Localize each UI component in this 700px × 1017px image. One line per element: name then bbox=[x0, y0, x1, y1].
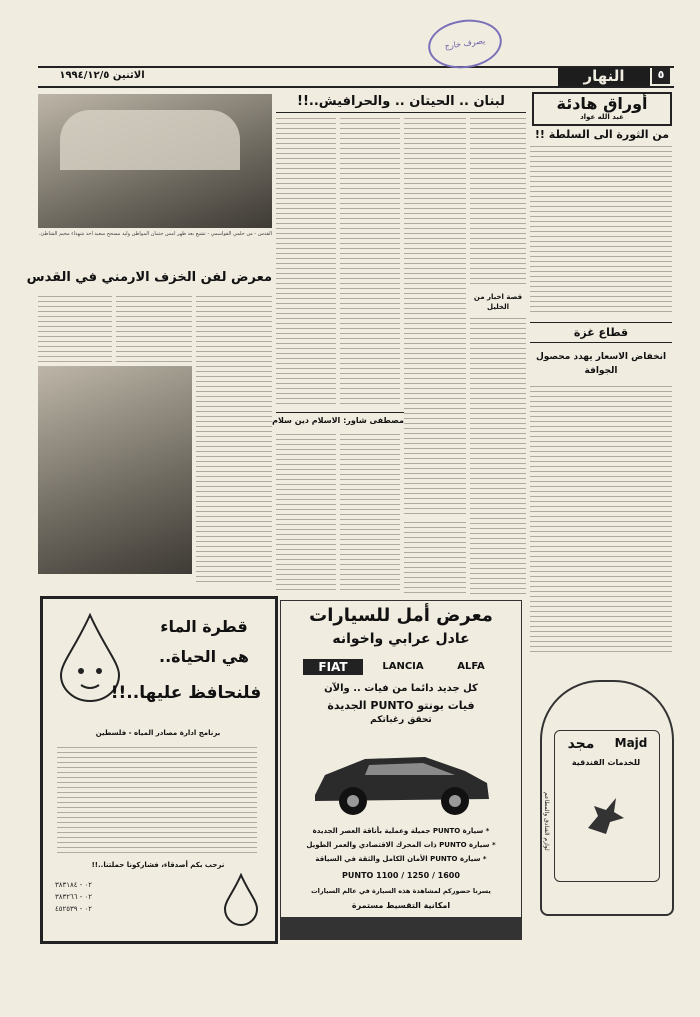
shawr-col-1 bbox=[340, 434, 400, 594]
exhibition-col-3 bbox=[38, 296, 112, 362]
lebanon-col-2 bbox=[404, 118, 466, 518]
water-phone-2: ٠٢ - ٣٨٣٢٦٦ bbox=[55, 893, 93, 901]
awraq-headline: من الثورة الى السلطة !! bbox=[534, 128, 670, 141]
shawr-headline: مصطفى شاور: الاسلام دين سلام bbox=[272, 416, 404, 425]
car-cta: يسرنا حضوركم لمشاهدة هذه السيارة في عالم السيارات bbox=[311, 887, 491, 895]
shawr-col-3 bbox=[404, 522, 466, 594]
gaza-section-label: قطاع غزة bbox=[573, 326, 629, 339]
water-line-2: هي الحياة.. bbox=[158, 647, 249, 666]
water-phone-3: ٠٢ - ٤٥٢٥٣٩ bbox=[55, 905, 93, 913]
masthead bbox=[38, 62, 674, 90]
hebron-headline: قصة اخبار من الخليل bbox=[473, 293, 523, 311]
car-ad bbox=[280, 600, 522, 940]
brand-alfa: ALFA bbox=[457, 661, 485, 672]
car-ad-title: معرض أمل للسيارات bbox=[309, 605, 493, 626]
water-line-1: قطرة الماء bbox=[160, 617, 248, 636]
lebanon-headline: لبنان .. الحيتان .. والحرافيش..!! bbox=[297, 94, 505, 109]
car-slogan-3: تحقق رغباتكم bbox=[370, 715, 432, 725]
page-number: ٥ bbox=[652, 68, 670, 84]
awraq-title-box bbox=[532, 92, 672, 126]
majd-subtitle: للخدمات الفندقية bbox=[571, 758, 641, 767]
awraq-title: أوراق هادئة bbox=[556, 94, 648, 113]
majd-ad bbox=[540, 680, 674, 916]
small-drop-icon bbox=[221, 873, 261, 927]
lebanon-col-4 bbox=[276, 118, 336, 408]
brand-lancia: LANCIA bbox=[382, 661, 424, 672]
car-ad-owner: عادل عرابي واخوانه bbox=[332, 631, 470, 647]
exhibition-photo bbox=[38, 366, 192, 574]
water-sponsor: برنامج ادارة مصادر المياه - فلسطين bbox=[95, 729, 221, 737]
lebanon-col-3 bbox=[340, 118, 400, 408]
awraq-body bbox=[530, 146, 672, 314]
water-ad bbox=[40, 596, 278, 944]
brand-fiat: FIAT bbox=[303, 659, 363, 675]
water-line-3: فلنحافظ عليها..!! bbox=[110, 683, 262, 703]
hebron-body bbox=[470, 318, 526, 598]
water-phone-1: ٠٢ - ٣٨٣١٨٤ bbox=[55, 881, 93, 889]
photo-caption: القدس - من حلمي القواسمي - تشيع بعد ظهر امس جثمان المواطن وليد مسحح سعيد احد شهداء مخيم الشاطئ. bbox=[38, 231, 272, 237]
awraq-author: عبد الله عواد bbox=[580, 113, 624, 121]
date-line: الاثنين ١٩٩٤/١٢/٥ bbox=[59, 70, 145, 81]
majd-name-en: Majd bbox=[614, 736, 648, 750]
majd-side-text: لوازم الفنادق والمطاعم bbox=[543, 792, 550, 851]
exhibition-headline: معرض لفن الخزف الارمني في القدس bbox=[26, 270, 272, 285]
car-models: PUNTO 1100 / 1250 / 1600 bbox=[342, 871, 460, 880]
gaza-body bbox=[530, 386, 672, 656]
shawr-col-2 bbox=[276, 434, 336, 594]
exhibition-col-2 bbox=[116, 296, 192, 362]
gaza-headline: انخفاض الاسعار يهدد محصول الجوافة bbox=[535, 352, 667, 376]
car-slogan-1: كل جديد دائما من فيات .. والآن bbox=[324, 683, 478, 694]
stamp-text: يصرف خارج bbox=[444, 36, 486, 51]
pegasus-logo-icon bbox=[580, 788, 632, 840]
car-address-bar bbox=[281, 917, 521, 939]
punto-car-icon bbox=[305, 735, 497, 821]
car-feature-3: * سيارة PUNTO الأمان الكامل والثقة في السياقة bbox=[315, 855, 487, 863]
car-feature-2: * سيارة PUNTO ذات المحرك الاقتصادي والعمر الطويل bbox=[306, 841, 496, 849]
arch-building bbox=[60, 110, 240, 170]
car-slogan-2: فيات بونتو PUNTO الجديدة bbox=[327, 699, 475, 712]
exhibition-col-1 bbox=[196, 296, 272, 586]
water-body bbox=[57, 747, 257, 855]
lebanon-col-1 bbox=[470, 118, 526, 288]
car-service: امكانية التقسيط مستمرة bbox=[351, 901, 451, 910]
car-feature-1: * سيارة PUNTO جميلة وعملية بأناقة العصر الجديدة bbox=[312, 827, 490, 835]
majd-name-ar: مجد bbox=[567, 736, 595, 752]
paper-name: النهار bbox=[583, 67, 625, 85]
water-bottom-line: نرحب بكم أصدقاء، فشاركونا حملتنا..!! bbox=[91, 861, 225, 869]
